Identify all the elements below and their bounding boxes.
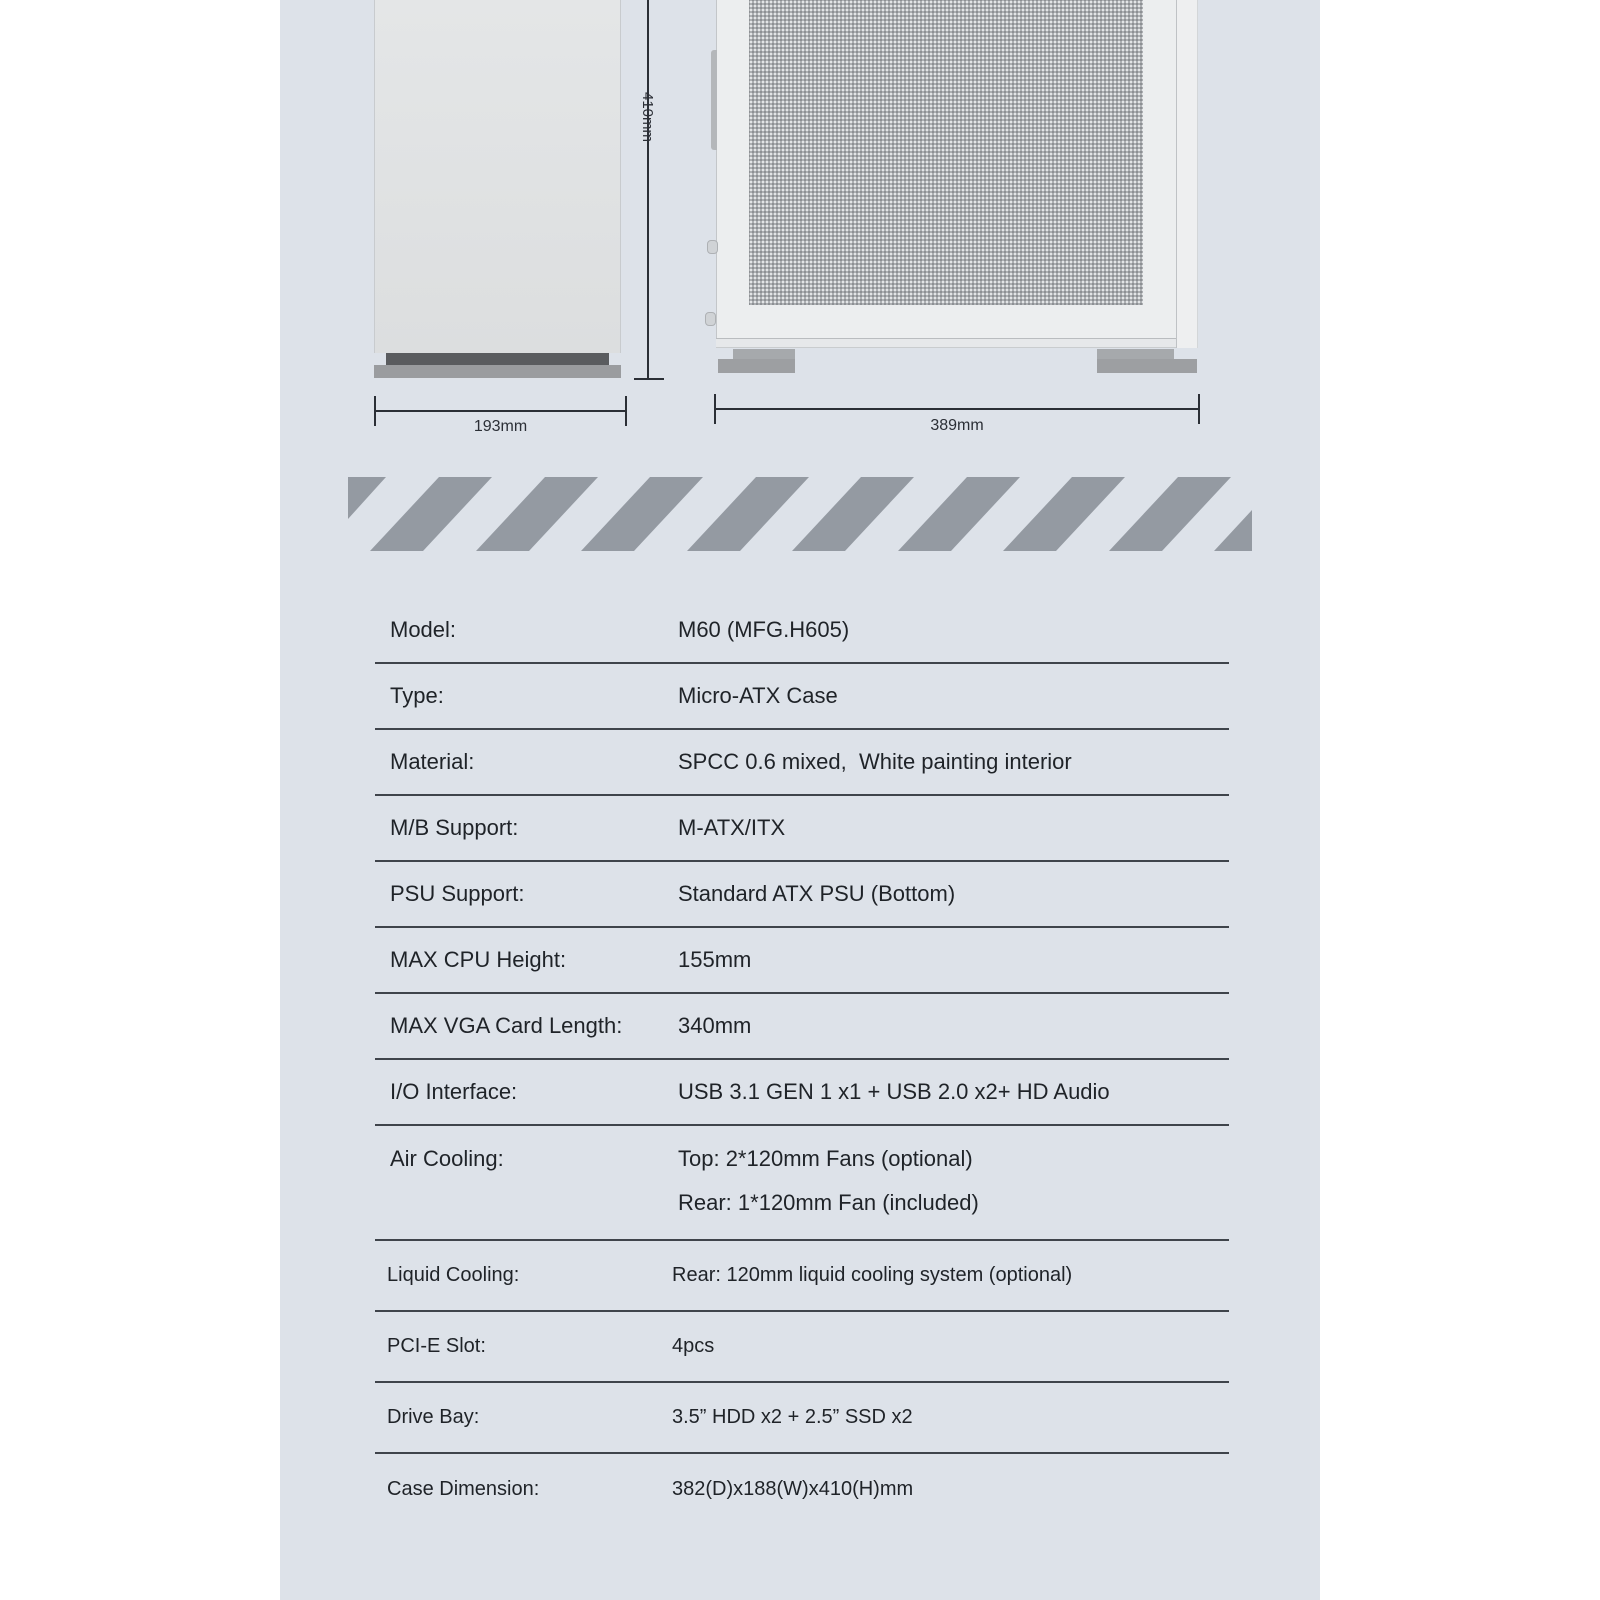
front-width-dimension-line [374, 410, 627, 412]
case-foot-rear-base [1097, 359, 1197, 373]
side-depth-dimension-line [714, 408, 1200, 410]
spec-value: Rear: 120mm liquid cooling system (optional) [672, 1264, 1073, 1286]
spec-value [678, 1146, 1229, 1216]
spec-table [375, 598, 1229, 1525]
spec-label: PSU Support: [390, 881, 525, 906]
spec-label: Case Dimension: [387, 1478, 540, 1500]
spec-row-type [375, 664, 1229, 730]
case-front-panel [374, 0, 621, 353]
spec-value: 3.5” HDD x2 + 2.5” SSD x2 [672, 1406, 913, 1428]
spec-value: 340mm [678, 1013, 752, 1038]
case-foot-front [733, 349, 795, 359]
spec-row-drive-bay [375, 1383, 1229, 1454]
spec-label: Drive Bay: [387, 1406, 480, 1428]
spec-value: 382(D)x188(W)x410(H)mm [672, 1478, 914, 1500]
spec-row-model [375, 598, 1229, 664]
height-dimension-tick [634, 378, 664, 380]
spec-label: MAX CPU Height: [390, 947, 567, 972]
spec-value: SPCC 0.6 mixed, White painting interior [678, 749, 1072, 774]
case-bottom-edge [716, 338, 1176, 348]
height-dimension-line [647, 0, 649, 379]
side-depth-label: 389mm [930, 417, 984, 434]
thumbscrew-icon [705, 312, 716, 326]
decorative-stripe-divider [348, 477, 1252, 551]
case-foot-rear [1097, 349, 1174, 359]
spec-label: Air Cooling: [390, 1146, 504, 1171]
spec-value: USB 3.1 GEN 1 x1 + USB 2.0 x2+ HD Audio [678, 1079, 1110, 1104]
spec-row-max-cpu-height [375, 928, 1229, 994]
spec-row-max-vga-length [375, 994, 1229, 1060]
case-front-intake-slot [386, 353, 609, 365]
spec-row-pcie-slot [375, 1312, 1229, 1383]
side-mesh-panel [749, 0, 1143, 305]
spec-row-psu-support [375, 862, 1229, 928]
height-dimension-label: 410mm [639, 92, 656, 143]
spec-label: PCI-E Slot: [387, 1335, 486, 1357]
spec-value: 155mm [678, 947, 752, 972]
spec-label: M/B Support: [390, 815, 519, 840]
spec-value: Standard ATX PSU (Bottom) [678, 881, 956, 906]
spec-value: M60 (MFG.H605) [678, 617, 850, 642]
spec-row-air-cooling [375, 1126, 1229, 1241]
spec-value-line: Top: 2*120mm Fans (optional) [678, 1146, 973, 1171]
spec-label: Liquid Cooling: [387, 1264, 520, 1286]
spec-row-liquid-cooling [375, 1241, 1229, 1312]
spec-value: M-ATX/ITX [678, 815, 786, 840]
thumbscrew-icon [707, 240, 718, 254]
spec-label: Material: [390, 749, 475, 774]
spec-value: Micro-ATX Case [678, 683, 838, 708]
case-front-base [374, 365, 621, 378]
spec-label: I/O Interface: [390, 1079, 518, 1104]
spec-value-line: Rear: 1*120mm Fan (included) [678, 1190, 979, 1215]
spec-row-case-dimension [375, 1454, 1229, 1525]
spec-row-io-interface [375, 1060, 1229, 1126]
spec-row-mb-support [375, 796, 1229, 862]
side-handle [711, 50, 717, 150]
spec-value: 4pcs [672, 1335, 715, 1357]
spec-label: MAX VGA Card Length: [390, 1013, 623, 1038]
front-width-label: 193mm [473, 418, 528, 435]
case-rear-edge [1176, 0, 1198, 348]
spec-label: Type: [390, 683, 444, 708]
case-foot-front-base [718, 359, 795, 373]
spec-label: Model: [390, 617, 457, 642]
spec-row-material [375, 730, 1229, 796]
